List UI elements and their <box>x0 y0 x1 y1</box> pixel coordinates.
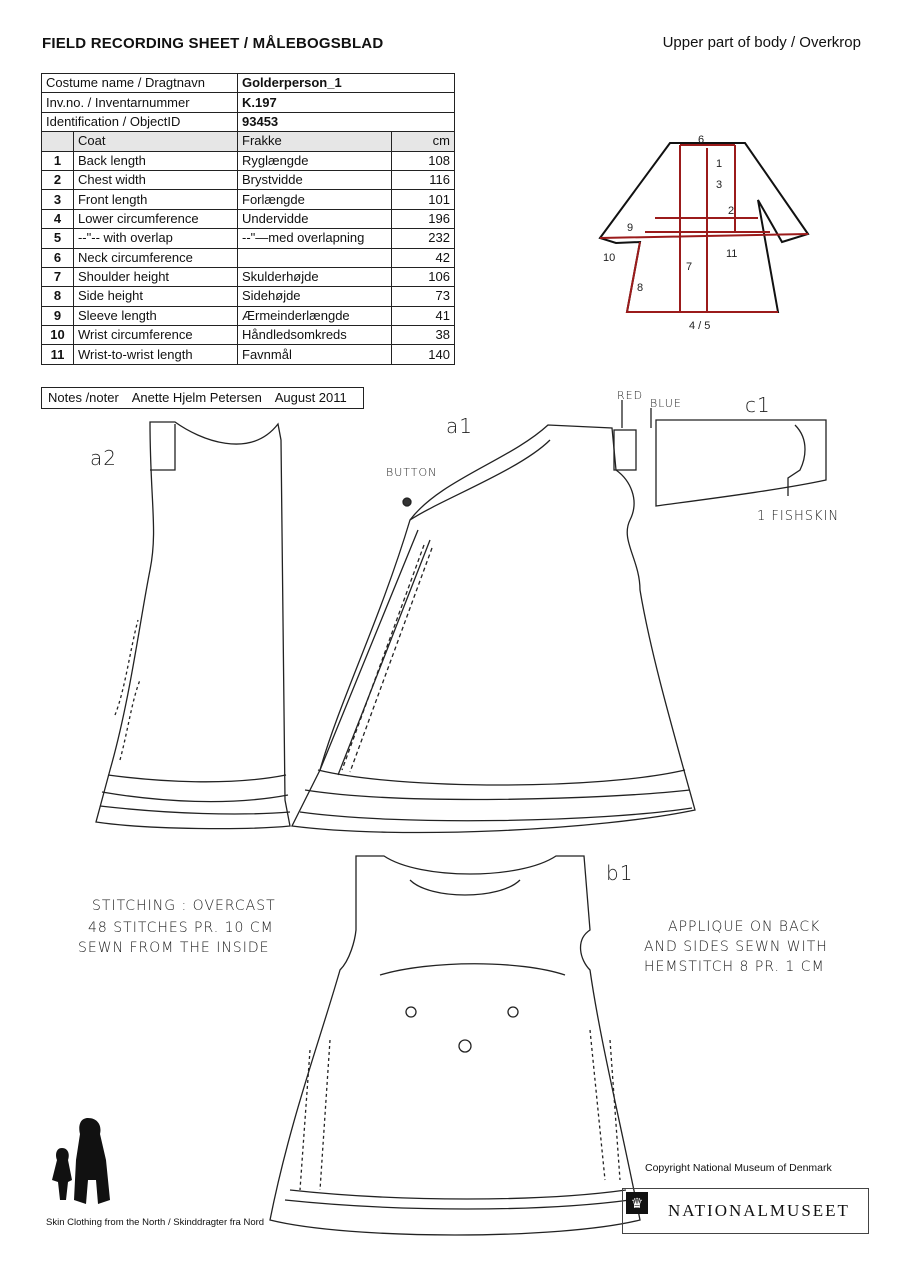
button-icon <box>403 498 411 506</box>
measure-da: Skulderhøjde <box>238 267 392 286</box>
footer-text: Skin Clothing from the North / Skinddragter fra Nord <box>46 1217 265 1228</box>
measure-en: Neck circumference <box>73 248 237 267</box>
measure-da: --"—med overlapning <box>238 229 392 248</box>
diagram-label: 8 <box>637 282 644 294</box>
sleeve-tab <box>614 430 636 470</box>
measure-da: Sidehøjde <box>238 287 392 306</box>
info-value: Golderperson_1 <box>238 74 455 93</box>
notes-date: August 2011 <box>274 390 347 405</box>
row-number: 6 <box>42 248 74 267</box>
measure-en: Lower circumference <box>73 209 237 228</box>
sketch-a2 <box>96 422 290 829</box>
note-applique-1: APPLIQUE ON BACK <box>668 919 821 935</box>
row-number: 4 <box>42 209 74 228</box>
measure-en: Front length <box>73 190 237 209</box>
note-stitching-3: SEWN FROM THE INSIDE <box>78 940 270 956</box>
diagram-label: 9 <box>627 222 634 234</box>
sketch-b1 <box>270 856 640 1235</box>
measure-cm: 38 <box>392 326 455 345</box>
logo-text: NATIONALMUSEET <box>668 1201 850 1220</box>
label-fishskin: 1 FISHSKIN <box>757 509 840 524</box>
measure-da: Ærmeinderlængde <box>238 306 392 325</box>
label-c1: c1 <box>745 393 771 417</box>
row-number: 1 <box>42 151 74 170</box>
row-number: 5 <box>42 229 74 248</box>
row-number: 2 <box>42 170 74 189</box>
measure-cm: 232 <box>392 229 455 248</box>
info-label: Inv.no. / Inventarnummer <box>42 93 238 112</box>
diagram-label: 3 <box>716 179 723 191</box>
measure-en: Sleeve length <box>73 306 237 325</box>
measure-da: Håndledsomkreds <box>238 326 392 345</box>
note-applique-3: HEMSTITCH 8 PR. 1 CM <box>644 959 825 975</box>
note-stitching-1: STITCHING : OVERCAST <box>92 898 276 914</box>
label-a1: a1 <box>446 414 473 438</box>
measure-en: Back length <box>73 151 237 170</box>
diagram-label: 11 <box>726 248 738 260</box>
measure-da: Undervidde <box>238 209 392 228</box>
measure-cm: 42 <box>392 248 455 267</box>
diagram-label: 2 <box>728 205 735 217</box>
diagram-label: 6 <box>698 134 705 146</box>
measure-cm: 41 <box>392 306 455 325</box>
row-number: 9 <box>42 306 74 325</box>
measurement-diagram <box>600 134 808 332</box>
diagram-label: 1 <box>716 158 723 170</box>
info-value: K.197 <box>238 93 455 112</box>
measure-en: Chest width <box>73 170 237 189</box>
info-label: Identification / ObjectID <box>42 112 238 131</box>
note-applique-2: AND SIDES SEWN WITH <box>644 939 828 955</box>
column-header-unit: cm <box>392 132 455 151</box>
row-number: 8 <box>42 287 74 306</box>
column-header-da: Frakke <box>238 132 392 151</box>
measure-en: Wrist circumference <box>73 326 237 345</box>
label-blue: BLUE <box>650 397 682 410</box>
sketch-a1 <box>292 425 695 833</box>
label-b1: b1 <box>606 861 634 885</box>
measure-da: Favnmål <box>238 345 392 364</box>
notes-author: Anette Hjelm Petersen <box>131 390 262 405</box>
measure-en: --"-- with overlap <box>73 229 237 248</box>
measure-cm: 140 <box>392 345 455 364</box>
notes-label: Notes /noter <box>48 390 119 405</box>
measure-cm: 73 <box>392 287 455 306</box>
row-number: 10 <box>42 326 74 345</box>
measure-cm: 196 <box>392 209 455 228</box>
row-number: 3 <box>42 190 74 209</box>
measure-da: Brystvidde <box>238 170 392 189</box>
label-button: BUTTON <box>386 466 438 479</box>
measure-cm: 116 <box>392 170 455 189</box>
measure-da: Forlængde <box>238 190 392 209</box>
label-a2: a2 <box>90 446 117 470</box>
sheet-title: FIELD RECORDING SHEET / MÅLEBOGSBLAD <box>42 35 384 52</box>
info-value: 93453 <box>238 112 455 131</box>
note-stitching-2: 48 STITCHES PR. 10 CM <box>88 920 274 936</box>
figures-logo <box>52 1118 110 1204</box>
diagram-label: 10 <box>603 252 616 264</box>
diagram-label: 4 / 5 <box>689 320 711 332</box>
crown-icon: ♛ <box>626 1192 648 1214</box>
row-number: 7 <box>42 267 74 286</box>
label-red: RED <box>617 389 644 402</box>
diagram-label: 7 <box>686 261 693 273</box>
measure-cm: 101 <box>392 190 455 209</box>
measure-en: Side height <box>73 287 237 306</box>
measure-cm: 108 <box>392 151 455 170</box>
copyright: Copyright National Museum of Denmark <box>645 1162 832 1174</box>
row-number: 11 <box>42 345 74 364</box>
section-title: Upper part of body / Overkrop <box>662 34 861 51</box>
measure-en: Shoulder height <box>73 267 237 286</box>
measure-en: Wrist-to-wrist length <box>73 345 237 364</box>
measure-da: Ryglængde <box>238 151 392 170</box>
info-label: Costume name / Dragtnavn <box>42 74 238 93</box>
measure-cm: 106 <box>392 267 455 286</box>
column-header-en: Coat <box>73 132 237 151</box>
